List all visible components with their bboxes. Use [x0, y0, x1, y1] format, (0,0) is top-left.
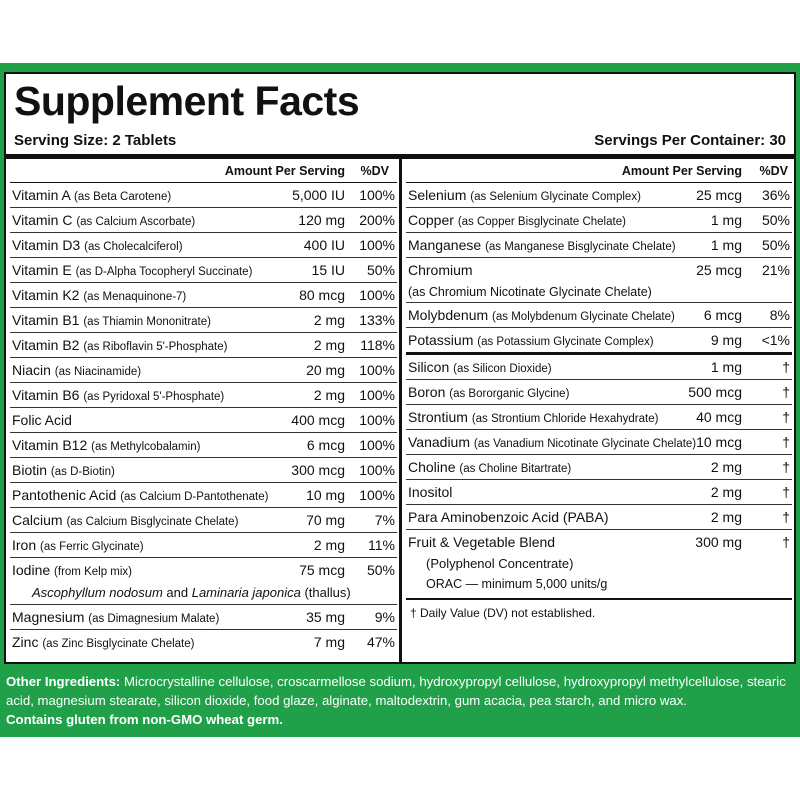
nutrient-amount: 500 mcg [688, 384, 742, 400]
nutrient-row [10, 508, 397, 533]
nutrient-dv: 100% [359, 387, 395, 403]
nutrient-amount: 10 mg [306, 487, 345, 503]
dv-header: %DV [360, 164, 389, 178]
nutrient-dv: † [782, 484, 790, 500]
nutrient-source: (as Niacinamide) [54, 366, 142, 378]
nutrient-source: (as Zinc Bisglycinate Chelate) [42, 638, 195, 650]
note-text: and [162, 585, 192, 600]
nutrient-name [12, 558, 132, 584]
nutrient-amount: 2 mg [710, 509, 742, 525]
nutrient-dv: † [782, 434, 790, 450]
nutrient-name [12, 333, 227, 359]
nutrient-amount: 2 mg [313, 312, 345, 328]
nutrient-amount: 1 mg [710, 237, 742, 253]
nutrient-row [406, 530, 792, 554]
nutrient-row [10, 183, 397, 208]
nutrient-label: Vitamin B1 [12, 312, 80, 328]
serving-size: Serving Size: 2 Tablets [14, 132, 177, 149]
nutrient-dv: 7% [374, 512, 395, 528]
nutrient-row [406, 380, 792, 405]
nutrient-amount: 300 mg [695, 534, 742, 550]
nutrient-name [12, 308, 211, 334]
right-column [406, 160, 792, 620]
nutrient-row [10, 630, 397, 654]
nutrient-amount: 7 mg [313, 634, 345, 650]
nutrient-label: Calcium [12, 512, 63, 528]
nutrient-row [10, 483, 397, 508]
nutrient-label: Zinc [12, 634, 39, 650]
nutrient-label: Potassium [408, 332, 474, 348]
nutrient-dv: 100% [359, 462, 395, 478]
nutrient-amount: 80 mcg [299, 287, 345, 303]
nutrient-dv: 8% [769, 307, 790, 323]
nutrient-dv: 100% [359, 412, 395, 428]
nutrient-source: (as Silicon Dioxide) [453, 363, 552, 375]
nutrient-label: Molybdenum [408, 307, 489, 323]
nutrient-row [406, 258, 792, 282]
nutrient-source: (as Strontium Chloride Hexahydrate) [471, 413, 659, 425]
nutrient-amount: 15 IU [311, 262, 345, 278]
nutrient-source: (as Pyridoxal 5'-Phosphate) [83, 391, 225, 403]
other-ingredients-label: Other Ingredients: [6, 674, 121, 689]
nutrient-dv: † [782, 409, 790, 425]
nutrient-label: Niacin [12, 362, 51, 378]
nutrient-row [406, 455, 792, 480]
nutrient-amount: 9 mg [710, 332, 742, 348]
nutrient-name [408, 328, 654, 354]
nutrient-name [12, 605, 219, 631]
dv-footnote: † Daily Value (DV) not established. [410, 606, 596, 620]
nutrient-label: Inositol [408, 484, 453, 500]
blend-description: (Polyphenol Concentrate) [426, 556, 574, 571]
nutrient-dv: 100% [359, 237, 395, 253]
nutrient-dv: 11% [368, 537, 395, 553]
nutrient-name [12, 283, 186, 309]
nutrient-name [12, 358, 141, 384]
nutrient-label: Vitamin A [12, 187, 71, 203]
nutrient-dv: † [782, 459, 790, 475]
nutrient-source: (as Potassium Glycinate Complex) [477, 336, 654, 348]
nutrient-amount: 2 mg [313, 337, 345, 353]
left-column-header [10, 160, 397, 183]
other-ingredients-text [6, 672, 796, 710]
nutrient-amount: 75 mcg [299, 562, 345, 578]
nutrient-name [12, 258, 252, 284]
nutrient-row [10, 383, 397, 408]
nutrient-source: (as Selenium Glycinate Complex) [470, 191, 641, 203]
nutrient-name [12, 630, 194, 656]
nutrient-dv: <1% [761, 332, 790, 348]
nutrient-dv: 100% [359, 187, 395, 203]
nutrient-label: Vitamin D3 [12, 237, 81, 253]
nutrient-name [12, 233, 183, 259]
nutrient-name [408, 480, 452, 504]
nutrient-row [10, 433, 397, 458]
nutrient-amount: 5,000 IU [292, 187, 345, 203]
nutrient-source: (as Manganese Bisglycinate Chelate) [485, 241, 676, 253]
nutrient-row [406, 303, 792, 328]
nutrient-row [10, 258, 397, 283]
nutrient-name [408, 355, 552, 381]
nutrient-source: (as Thiamin Mononitrate) [83, 316, 211, 328]
nutrient-source: (as D-Biotin) [50, 466, 115, 478]
nutrient-amount: 2 mg [313, 537, 345, 553]
nutrient-source: (as Copper Bisglycinate Chelate) [457, 216, 626, 228]
nutrient-dv: 21% [761, 262, 790, 278]
nutrient-label: Choline [408, 459, 456, 475]
nutrient-dv: 118% [360, 337, 395, 353]
dv-header: %DV [759, 164, 788, 178]
nutrient-name [408, 183, 641, 209]
nutrient-label: Vitamin B12 [12, 437, 88, 453]
nutrient-row [406, 405, 792, 430]
nutrient-source: (as Ferric Glycinate) [40, 541, 144, 553]
nutrient-amount: 120 mg [298, 212, 345, 228]
nutrient-source: (as Molybdenum Glycinate Chelate) [492, 311, 675, 323]
nutrient-name [408, 455, 571, 481]
nutrient-label: Chromium [408, 262, 473, 278]
nutrient-source: (as Choline Bitartrate) [459, 463, 572, 475]
nutrient-name [12, 208, 195, 234]
nutrient-row [10, 358, 397, 383]
nutrient-amount: 35 mg [306, 609, 345, 625]
nutrient-amount: 25 mcg [696, 187, 742, 203]
nutrient-amount: 400 mcg [291, 412, 345, 428]
nutrient-amount: 40 mcg [696, 409, 742, 425]
nutrient-dv: 50% [366, 262, 395, 278]
nutrient-amount: 2 mg [710, 484, 742, 500]
nutrient-dv: † [782, 384, 790, 400]
nutrient-name [12, 183, 171, 209]
nutrient-name [12, 383, 224, 409]
nutrient-label: Strontium [408, 409, 468, 425]
allergen-statement: Contains gluten from non-GMO wheat germ. [6, 712, 283, 727]
nutrient-source: (as Dimagnesium Malate) [88, 613, 220, 625]
column-divider [399, 154, 402, 662]
nutrient-source: (from Kelp mix) [54, 566, 132, 578]
servings-per-container: Servings Per Container: 30 [594, 132, 786, 149]
nutrient-dv: 50% [761, 237, 790, 253]
nutrient-source: (as Beta Carotene) [74, 191, 172, 203]
nutrient-source: (as Riboflavin 5'-Phosphate) [83, 341, 228, 353]
iodine-source-note [10, 582, 397, 605]
nutrient-row [406, 183, 792, 208]
nutrient-dv: 9% [374, 609, 395, 625]
nutrient-label: Fruit & Vegetable Blend [408, 534, 556, 550]
nutrient-name [12, 458, 115, 484]
nutrient-name [408, 303, 675, 329]
nutrient-label: Vitamin B2 [12, 337, 80, 353]
nutrient-dv: 100% [359, 287, 395, 303]
nutrient-dv: † [782, 534, 790, 550]
nutrient-amount: 10 mcg [696, 434, 742, 450]
chromium-source-note: (as Chromium Nicotinate Glycinate Chelate) [406, 282, 792, 303]
nutrient-dv: 50% [761, 212, 790, 228]
nutrient-name [408, 380, 569, 406]
nutrient-amount: 400 IU [303, 237, 345, 253]
orac-value: ORAC — minimum 5,000 units/g [406, 574, 792, 600]
nutrient-label: Iron [12, 537, 37, 553]
nutrient-name [12, 508, 238, 534]
nutrient-label: Para Aminobenzoic Acid (PABA) [408, 509, 609, 525]
amount-per-serving-header: Amount Per Serving [621, 164, 742, 178]
other-ingredients-list: Microcrystalline cellulose, croscarmellose sodium, hydroxypropyl cellulose, hydroxypropyl methylcellulose, stearic acid, magnesium stearate, silicon dioxide, food glaze, alginate, maltodextrin, gum acacia, pea starch, and micro wax. [6, 674, 786, 708]
nutrient-row [10, 308, 397, 333]
nutrient-name [12, 483, 268, 509]
nutrient-dv: † [782, 359, 790, 375]
nutrient-dv: 47% [366, 634, 395, 650]
left-column [10, 160, 397, 654]
nutrient-label: Boron [408, 384, 446, 400]
nutrient-name [408, 530, 555, 554]
nutrient-label: Vanadium [408, 434, 471, 450]
nutrient-row [406, 430, 792, 455]
nutrient-label: Vitamin K2 [12, 287, 80, 303]
nutrient-name [12, 408, 72, 432]
supplement-facts-panel [4, 72, 796, 664]
nutrient-dv: 100% [359, 437, 395, 453]
nutrient-name [408, 430, 696, 456]
nutrient-source: (as Calcium D-Pantothenate) [120, 491, 269, 503]
nutrient-label: Manganese [408, 237, 482, 253]
nutrient-name [408, 258, 473, 282]
nutrient-row [406, 505, 792, 530]
nutrient-source: (as Calcium Bisglycinate Chelate) [66, 516, 239, 528]
nutrient-dv: 133% [359, 312, 395, 328]
nutrient-source: (as D-Alpha Tocopheryl Succinate) [75, 266, 253, 278]
nutrient-row [10, 558, 397, 582]
species-name: Ascophyllum nodosum [32, 585, 163, 600]
nutrient-row [10, 533, 397, 558]
nutrient-name [12, 533, 144, 559]
nutrient-dv: † [782, 509, 790, 525]
note-text: (thallus) [300, 585, 351, 600]
nutrient-label: Selenium [408, 187, 467, 203]
nutrient-label: Vitamin C [12, 212, 73, 228]
nutrient-row [10, 333, 397, 358]
nutrient-name [408, 208, 626, 234]
nutrient-amount: 70 mg [306, 512, 345, 528]
nutrient-name [408, 405, 658, 431]
nutrient-amount: 300 mcg [291, 462, 345, 478]
nutrient-amount: 6 mcg [703, 307, 742, 323]
nutrient-source: (as Vanadium Nicotinate Glycinate Chelate) [473, 438, 697, 450]
nutrient-amount: 20 mg [306, 362, 345, 378]
nutrient-amount: 6 mcg [306, 437, 345, 453]
nutrient-dv: 100% [359, 487, 395, 503]
nutrient-amount: 25 mcg [696, 262, 742, 278]
nutrient-label: Biotin [12, 462, 48, 478]
nutrient-label: Copper [408, 212, 454, 228]
amount-per-serving-header: Amount Per Serving [224, 164, 345, 178]
nutrient-source: (as Methylcobalamin) [91, 441, 201, 453]
nutrient-label: Folic Acid [12, 412, 72, 428]
nutrient-label: Vitamin B6 [12, 387, 80, 403]
nutrient-row [406, 355, 792, 380]
nutrient-row [10, 605, 397, 630]
nutrient-row [10, 208, 397, 233]
species-name: Laminaria japonica [191, 585, 301, 600]
nutrient-row [10, 458, 397, 483]
nutrient-label: Pantothenic Acid [12, 487, 117, 503]
nutrient-row [406, 480, 792, 505]
nutrient-row [406, 208, 792, 233]
nutrient-amount: 1 mg [710, 359, 742, 375]
nutrient-name [12, 433, 200, 459]
nutrient-row [10, 408, 397, 433]
nutrient-label: Silicon [408, 359, 450, 375]
page-title: Supplement Facts [14, 78, 360, 124]
nutrient-label: Vitamin E [12, 262, 72, 278]
nutrient-dv: 50% [366, 562, 395, 578]
nutrient-amount: 2 mg [710, 459, 742, 475]
nutrient-label: Magnesium [12, 609, 85, 625]
nutrient-source: (as Calcium Ascorbate) [76, 216, 196, 228]
nutrient-name [408, 233, 676, 259]
nutrient-label: Iodine [12, 562, 51, 578]
other-ingredients [6, 672, 796, 729]
nutrient-amount: 1 mg [710, 212, 742, 228]
nutrient-row [406, 233, 792, 258]
nutrient-row [406, 328, 792, 355]
nutrient-source: (as Bororganic Glycine) [449, 388, 570, 400]
nutrient-dv: 200% [359, 212, 395, 228]
nutrient-source: (as Menaquinone-7) [83, 291, 187, 303]
right-column-header [406, 160, 792, 183]
nutrient-dv: 100% [359, 362, 395, 378]
nutrient-dv: 36% [761, 187, 790, 203]
nutrient-row [10, 233, 397, 258]
nutrient-source: (as Cholecalciferol) [84, 241, 183, 253]
nutrient-name [408, 505, 609, 529]
nutrient-amount: 2 mg [313, 387, 345, 403]
nutrient-row [10, 283, 397, 308]
